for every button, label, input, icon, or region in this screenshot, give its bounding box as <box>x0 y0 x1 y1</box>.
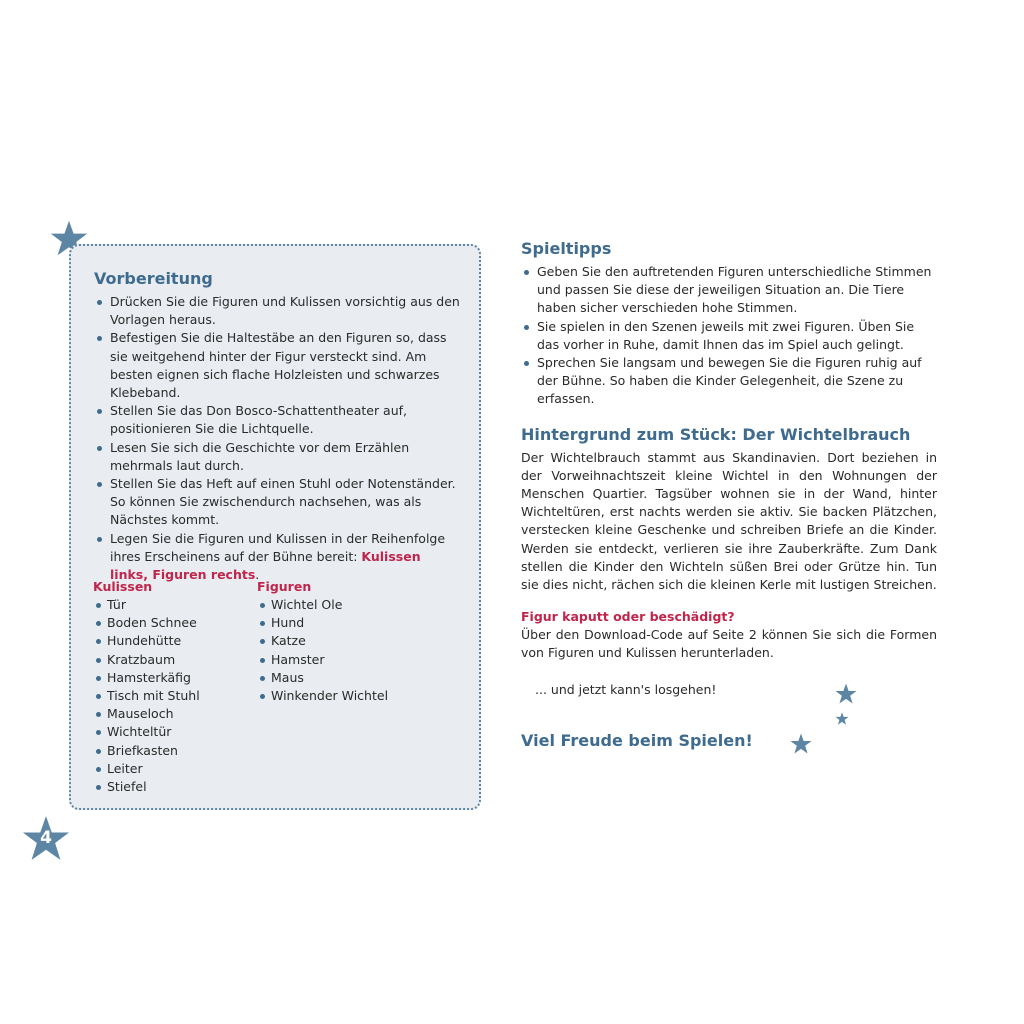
hintergrund-text: Der Wichtelbrauch stammt aus Skandinavien. Dort beziehen in der Vorweihnachtszeit kleine Wichtel in den Wohnungen der Menschen Quartier. Tagsüber wohnen sie in der Wand, hinter Wichteltüren, erst nachts werden sie aktiv. Sie backen Plätzchen, verstecken kleine Geschenke und schreiben Briefe an die Kinder. Werden sie entdeckt, verlieren sie ihre Zauberkräfte. Zum Dank stellen die Kinder den Wichteln süßen Brei oder Grütze hin. Tun sie dies nicht, rächen sich die kleinen Kerle mit lustigen Streichen. <box>521 449 937 593</box>
list-item: Winkender Wichtel <box>257 687 427 705</box>
list-item: Geben Sie den auftretenden Figuren unterschiedliche Stimmen und passen Sie diese der jeweiligen Situation an. Die Tiere haben sicher verschieden hohe Stimmen. <box>521 263 937 318</box>
list-item: Briefkasten <box>93 742 263 760</box>
list-item: Sie spielen in den Szenen jeweils mit zwei Figuren. Üben Sie das vorher in Ruhe, damit Ihnen das im Spiel auch gelingt. <box>521 318 937 354</box>
list-item: Hamster <box>257 651 427 669</box>
kulissen-heading: Kulissen <box>93 579 153 594</box>
list-item: Stiefel <box>93 778 263 796</box>
list-item: Drücken Sie die Figuren und Kulissen vorsichtig aus den Vorlagen heraus. <box>94 293 462 329</box>
list-item: Lesen Sie sich die Geschichte vor dem Erzählen mehrmals laut durch. <box>94 439 462 475</box>
viel-freude-heading: Viel Freude beim Spielen! <box>521 730 753 750</box>
star-icon <box>835 712 849 725</box>
list-item: Stellen Sie das Heft auf einen Stuhl oder Notenständer. So können Sie zwischendurch nachsehen, was als Nächstes kommt. <box>94 475 462 530</box>
kaputt-heading: Figur kaputt oder beschädigt? <box>521 609 735 625</box>
right-column <box>521 238 937 752</box>
star-icon <box>835 683 857 704</box>
list-item: Wichtel Ole <box>257 596 427 614</box>
list-item: Maus <box>257 669 427 687</box>
list-item: Tür <box>93 596 263 614</box>
list-item: Tisch mit Stuhl <box>93 687 263 705</box>
vorbereitung-heading: Vorbereitung <box>94 269 213 288</box>
list-item: Leiter <box>93 760 263 778</box>
list-item: Mauseloch <box>93 705 263 723</box>
list-item: Hund <box>257 614 427 632</box>
figuren-column <box>257 578 427 705</box>
losgehen-text: ... und jetzt kann's losgehen! <box>535 681 717 697</box>
list-item: Kratzbaum <box>93 651 263 669</box>
list-item: Wichteltür <box>93 723 263 741</box>
kaputt-text: Über den Download-Code auf Seite 2 können Sie sich die Formen von Figuren und Kulissen herunterladen. <box>521 627 937 661</box>
figuren-list <box>257 596 427 705</box>
page-number-badge <box>22 815 70 861</box>
list-separator: , <box>143 567 153 583</box>
page-number: 4 <box>40 828 52 848</box>
spieltipps-heading: Spieltipps <box>521 239 612 258</box>
list-item-text: Legen Sie die Figuren und Kulissen in der Reihenfolge ihres Erscheinens auf der Bühne bereit: <box>110 530 446 564</box>
kulissen-list <box>93 596 263 796</box>
kulissen-column <box>93 578 263 796</box>
vorbereitung-list <box>94 293 462 584</box>
list-item-end: . <box>255 567 260 583</box>
hintergrund-heading: Hintergrund zum Stück: Der Wichtelbrauch <box>521 424 911 444</box>
kulissen-links-label: Kulissen links <box>110 548 421 583</box>
star-icon <box>790 733 812 754</box>
list-item: Befestigen Sie die Haltestäbe an den Figuren so, dass sie weitgehend hinter der Figur versteckt sind. Am besten eignen sich flache Holzleisten und schwarzes Klebeband. <box>94 329 462 402</box>
vorbereitung-box <box>69 244 481 810</box>
spieltipps-list <box>521 263 937 409</box>
list-item: Katze <box>257 632 427 650</box>
figuren-rechts-label: Figuren rechts <box>152 567 256 583</box>
list-item: Sprechen Sie langsam und bewegen Sie die Figuren ruhig auf der Bühne. So haben die Kinder Gelegenheit, die Szene zu erfassen. <box>521 354 937 409</box>
list-item <box>94 530 462 585</box>
list-item: Hamsterkäfig <box>93 669 263 687</box>
list-item: Stellen Sie das Don Bosco-Schattentheater auf, positionieren Sie die Lichtquelle. <box>94 402 462 438</box>
list-item: Hundehütte <box>93 632 263 650</box>
list-item: Boden Schnee <box>93 614 263 632</box>
figuren-heading: Figuren <box>257 579 312 594</box>
